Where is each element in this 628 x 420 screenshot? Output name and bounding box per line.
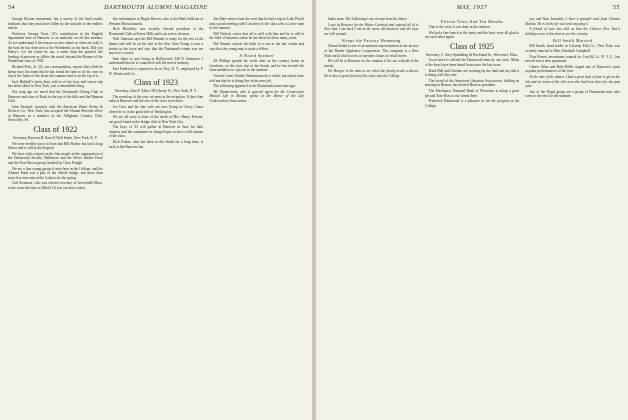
paragraph: Richard Potts, Jr. '22, our correspondent, reports that while he keeps busy his name that he has found the time to do his own on top of the finest of the boats this summer and is on the top of it. [8,64,103,79]
right-column-1 [324,17,419,416]
quoted-paragraph: Mr. Zimmerman, who is general agent for the Connecticut Mutual Life in Boston, spoke at the dinner of the Life Underwriters Association. [209,89,305,103]
left-column-1 [8,17,103,416]
class-secretary: Secretary, C. Jerry Spaulding 62 Rockland St., Worcester, Mass. [425,52,519,57]
paragraph: Carl Swanson, who was elected secretary of Greenfield Mass. at the town election on March 16, has our best wishes. [8,181,103,190]
paragraph: Walt Johnston says his Bill Bennett is ready for the rest of the dinner and will be on his feet at the first. Stan Young is now a broker in the town and says that the Dartmouth winter was too much of a crowd. [108,37,204,56]
left-column-2 [109,17,204,416]
paragraph: We were terribly sorry to learn that Bill Shirley has had a long illness and is still at the hospital. [8,141,103,151]
section-heading: Bill Smith Married [553,38,593,44]
class-heading: Class of 1922 [33,125,78,135]
left-column-3 [209,17,304,416]
paragraph: Nemat Kahla is one of an eminent representation at the factory of the Dinner Appliance Corporation. This company is a New York outfit which owns or operates chains of retail stores. [324,44,419,58]
paragraph: The following appeared in the Dartmouth some time ago: [213,84,296,89]
paragraph: Frederick Dartmouth is a pleasure to see the progress at the College. [424,99,520,108]
right-page [316,0,628,420]
quoted-paragraph: you and Stan Lansdale, I have a grateful card from Johnnie Rankin. He is in the far east and enjoying it. [525,17,621,26]
paragraph: I haven't seen Charlie Zimmerman for a while, but others have told me that he is doing fine in his new job. [209,73,305,83]
paragraph: We have with a report on the fine people in the organization of the Dartmouth Society, Baltimore and the Silver Jubilee Fund and the New Haven group, headed by Chris Pringle. [8,151,103,166]
paragraph: ladies man. The following is an excerpt from his letter: [328,17,407,21]
paragraph: We are a fine young group of men here in the College, and the Alumni Fund was a part of the fiftieth bridge, and more than sixty-five men met at the Carlton for the spring. [8,166,103,180]
paragraph: Jim Marr writes from the west that he had a trip to Lake Placid and a good meeting with Cowdrey of the class who is a fine man in the summer. [209,17,305,31]
paragraph: Professor George Frost, '21's contribution to the English department here in Hanover, is an authority on all this antenna. As we understand it his reason we now admit so often are told, is the ham he has done pen to the Wonderful on the book. Did you Daley's. Let the frame be out, a rather than the pointed, the feeding of pressure as follow the stand, beyond the Honnes of the Waterfront class of 1929. [8,31,103,64]
paragraph: The Mechanics National Bank of Worcester is doing a great job and Tom Ross is our friend there. [424,88,520,98]
paragraph: The board of the American Unitarian Association, holding its meeting in Boston, has elected Hurd as president. [424,78,520,88]
right-page-title: MAY, 1937 [456,5,488,11]
paragraph: Hal Simons reports the birth of a son in the late winter and says that the young man is quite a fellow. [209,41,305,51]
class-secretary: Secretary, Rawson H. Ernst 8 Wall Street, New York, N. Y. [13,136,98,141]
right-running-head [324,5,620,15]
right-column-3 [525,17,620,416]
paragraph: That is the year, it was done at the reunion. [428,25,491,29]
paragraph: Bill Smith, bond trader in Colonny Fish Co., New York, was recently married to Miss Elizabeth Campbell. [525,44,621,53]
paragraph: this information to Regan Brown, who is the Mark Sullivan of Western Massachusetts. [108,17,204,26]
paragraph: Ed Phillips spends his week ends in the country home as Goodwin, on the class trip to the South, and he has invited the class members to a picnic in the summer. [209,59,305,73]
paragraph: John Packard, formerly with the American Water Works & Electric Co., New York, has accepted the Alumni Records office at Hanover as a member of the Alleghany Country Club, Sewickley, Pa. [8,104,103,123]
paragraph: Stan Spiro is now living in Hollywood, 549 N. Kenmore. I understand that he is connected with the movie industry. [108,56,204,66]
class-heading: Class of 1923 [134,78,178,88]
quoted-paragraph: A friend of ours has told us that the Chinese New Year's holidays were a fine time to see the country. [525,27,621,36]
quoted-paragraph: At the time of the dinner, I had a great deal of time to get to the lab and see some of the old crew who had been there for the past year. [525,74,621,89]
paragraph: He will be at Hanover for the reunion if he can, with all of the family. [324,59,419,68]
quoted-paragraph: Dr. Hooper is the man to see when the family needs a doctor. He is also a good friend of the class and the College. [324,69,419,78]
paragraph: Good news is offered the Dartmouth men by our class. Many of the boys have been heard from since the last issue. [424,58,520,67]
section-heading: Keeps the Factory Humming [342,38,401,44]
paragraph: Chiner Allen and Rob Miller staged one of Hanover's most popular performances of the year. [525,64,621,74]
paragraph: The round up of the year we meet at the reception. A fine clam bake at Hanover and the rest of the class were there. [108,94,204,104]
paragraph: Jack Hubbell's latest diary told us of the four, and whose trip has been called in New York, just a remarkable thing. [8,79,103,89]
left-page-title: DARTMOUTH ALUMNI MAGAZINE [104,5,208,11]
paragraph: Dick Parker, who has been in the South for a long time, is back at the Hanover Inn. [108,140,204,149]
paragraph: We had a fine bunch at the party and the boys were all glad to see each other again. [424,30,520,40]
paragraph: Not long ago we noted that the Dartmouth Outing Club in Hanover and class of Buck in the top of the hills and the Hinman Club. [8,89,103,104]
paragraph: Now Ferree, investment counsel for Lord & Co., N. Y. C., has moved into a new apartment. [525,54,621,64]
left-page-number: 54 [8,5,15,11]
paragraph: Earl Frederick is reported to be in Troy, N. Y., employed by F. W. Woolworth Co. [108,66,204,76]
paragraph: Just of the Nepal group are a group of Dartmouth men who went to the east for the summer. [525,89,621,99]
section-heading: A Noted Speaker [239,53,274,59]
left-page [0,0,312,420]
paragraph: The boys of '23 will gather at Hanover in June for their reunion, and the committee in charge hopes to have a full turnout of the class. [108,125,204,139]
paragraph: Bill Nichols writes that all is well with him and he is still in the field of business where he has been for these many years. [209,31,305,41]
class-heading: Class of 1925 [450,41,494,51]
paragraph: George Boston instrument, but a survey of the final results indicates that they must have fallen by the wayside in the endless march. [8,17,103,31]
paragraph: We are all sorry to hear of the death of Mrs. Henry Folsom, our good friend at the bridge club in New York City. [108,115,204,124]
section-heading: Fifteen Years And Ten Months [440,19,504,24]
left-running-head [8,5,304,15]
paragraph: Joe Goss and his fine wife are now living in Chevy Chase where he is on the good side of Washington. [108,104,204,114]
paragraph: Rand Hall and Gardner are working on the fund and say that it is doing well this year. [424,68,520,78]
class-secretary: Secretary, John F. Allen 138 Liberty St., New York, N. Y. [114,89,198,94]
right-column-2 [425,17,520,416]
quoted-paragraph: I was in Hanover for the Winter Carnival and enjoyed all of it. Now that I am back I am in the same old business and the boys are still around. [324,22,419,36]
paragraph: Dick Blatchley was recently elected president of the Dartmouth Club at Forest Hills and is an active ski man. [108,27,204,36]
right-page-number: 55 [613,5,620,11]
